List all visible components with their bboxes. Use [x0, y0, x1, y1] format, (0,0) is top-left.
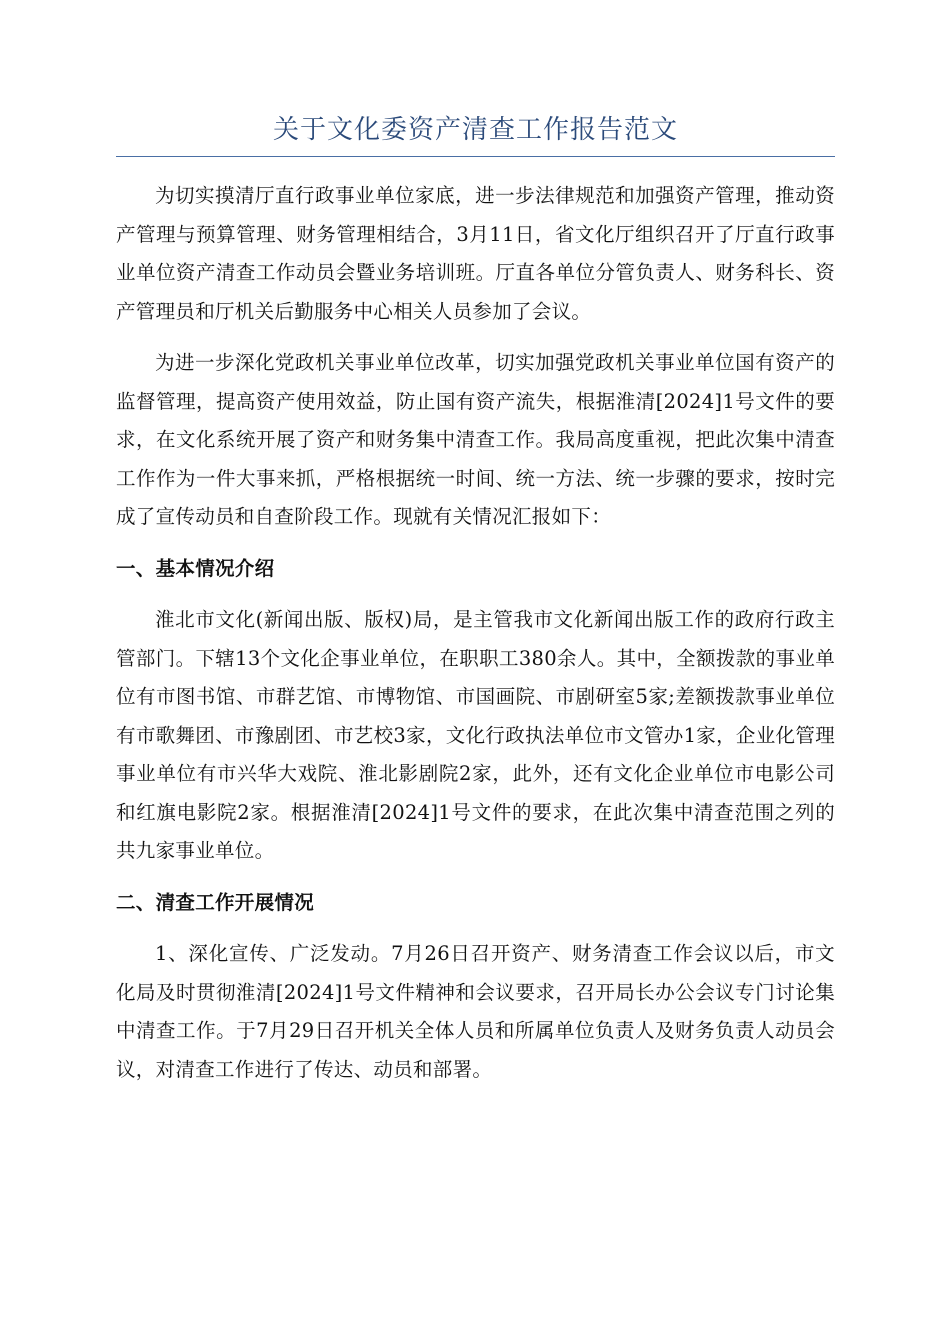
section-heading-inventory-work: 二、清查工作开展情况	[116, 890, 315, 914]
section-heading-basic-info: 一、基本情况介绍	[116, 556, 275, 580]
section-2-paragraph: 1、深化宣传、广泛发动。7月26日召开资产、财务清查工作会议以后，市文化局及时贯彻淮清[2024]1号文件精神和会议要求，召开局长办公会议专门讨论集中清查工作。于7月29日召开机关全体人员和所属单位负责人及财务负责人动员会议，对清查工作进行了传达、动员和部署。	[116, 942, 835, 1081]
document-page	[116, 108, 835, 1102]
intro-paragraph-2: 为进一步深化党政机关事业单位改革，切实加强党政机关事业单位国有资产的监督管理，提高资产使用效益，防止国有资产流失，根据淮清[2024]1号文件的要求，在文化系统开展了资产和财务集中清查工作。我局高度重视，把此次集中清查工作作为一件大事来抓，严格根据统一时间、统一方法、统一步骤的要求，按时完成了宣传动员和自查阶段工作。现就有关情况汇报如下：	[116, 351, 835, 528]
document-title: 关于文化委资产清查工作报告范文	[272, 115, 678, 145]
title-underline	[116, 156, 835, 157]
section-1-paragraph: 淮北市文化(新闻出版、版权)局，是主管我市文化新闻出版工作的政府行政主管部门。下辖13个文化企事业单位，在职职工380余人。其中，全额拨款的事业单位有市图书馆、市群艺馆、市博物馆、市国画院、市剧研室5家;差额拨款事业单位有市歌舞团、市豫剧团、市艺校3家，文化行政执法单位市文管办1家，企业化管理事业单位有市兴华大戏院、淮北影剧院2家，此外，还有文化企业单位市电影公司和红旗电影院2家。根据淮清[2024]1号文件的要求，在此次集中清查范围之列的共九家事业单位。	[116, 608, 835, 862]
intro-paragraph-1: 为切实摸清厅直行政事业单位家底，进一步法律规范和加强资产管理，推动资产管理与预算管理、财务管理相结合，3月11日，省文化厅组织召开了厅直行政事业单位资产清查工作动员会暨业务培训班。厅直各单位分管负责人、财务科长、资产管理员和厅机关后勤服务中心相关人员参加了会议。	[116, 184, 835, 323]
